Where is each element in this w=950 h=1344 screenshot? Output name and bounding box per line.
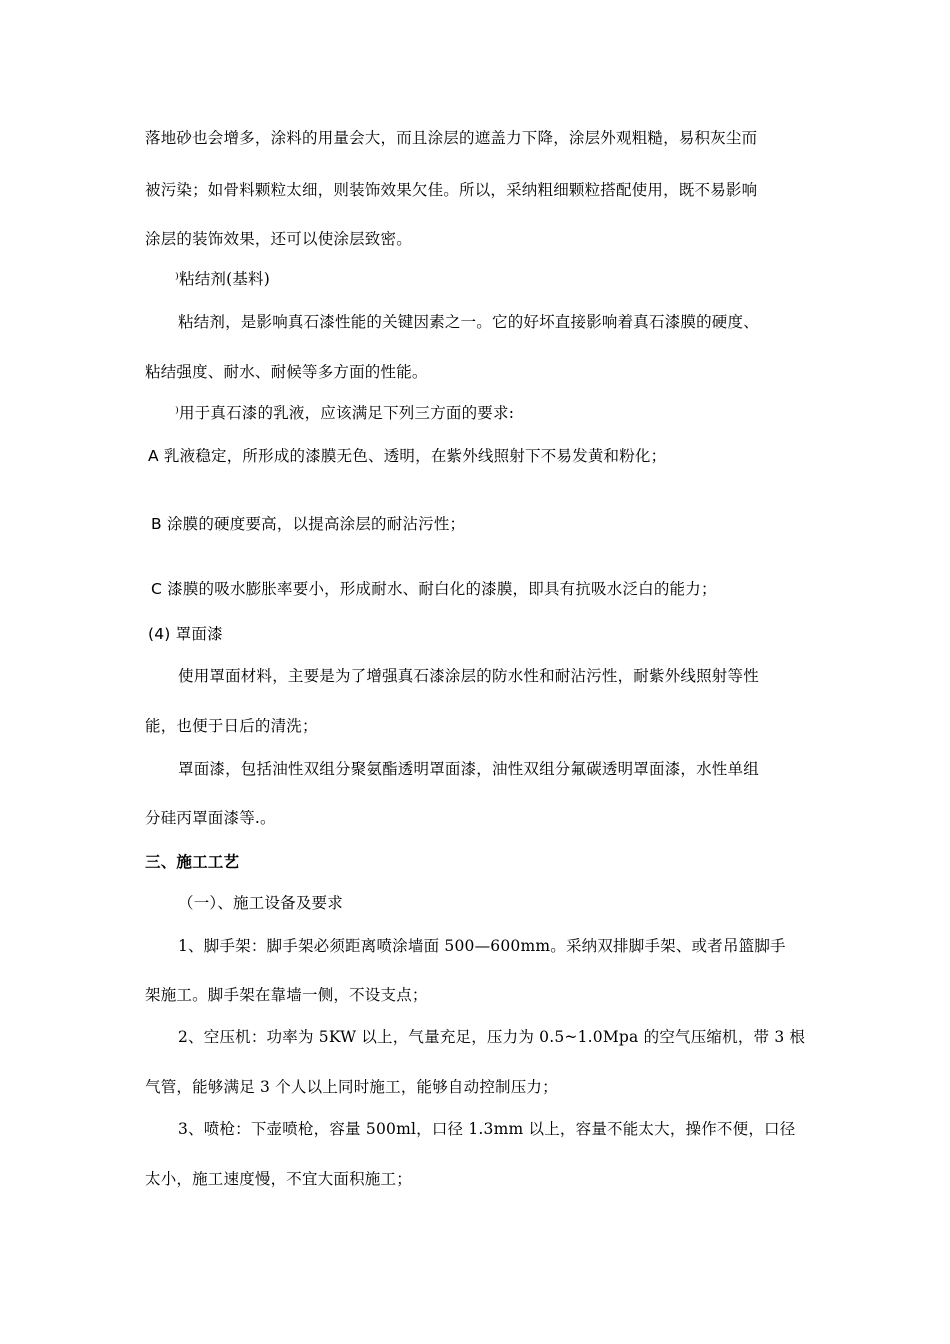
- list-item-a: A 乳液稳定，所形成的漆膜无色、透明，在紫外线照射下不易发黄和粉化；: [148, 447, 667, 465]
- paragraph-line: 2、空压机：功率为 5KW 以上，气量充足，压力为 0.5~1.0Mpa 的空气压缩机，带 3 根: [178, 1028, 806, 1046]
- paragraph-line: 能，也便于日后的清洗；: [145, 717, 318, 735]
- chapter-heading: 三、施工工艺: [145, 852, 240, 871]
- list-item-b: B 涂膜的硬度要高，以提高涂层的耐沾污性；: [151, 515, 466, 533]
- paragraph-line: 粘结剂，是影响真石漆性能的关键因素之一。它的好坏直接影响着真石漆膜的硬度、: [178, 313, 759, 331]
- paragraph-line: 太小，施工速度慢，不宜大面积施工；: [145, 1170, 412, 1188]
- paragraph-line: 分硅丙罩面漆等.。: [145, 809, 276, 827]
- paragraph-line: 架施工。脚手架在靠墙一侧，不设支点；: [145, 986, 428, 1004]
- subsection-heading: （一）、施工设备及要求: [178, 894, 343, 912]
- paragraph-line: 使用罩面材料，主要是为了增强真石漆涂层的防水性和耐沾污性，耐紫外线照射等性: [178, 667, 759, 685]
- paragraph-line: 1、脚手架：脚手架必须距离喷涂墙面 500—600mm。采纳双排脚手架、或者吊篮脚手: [178, 937, 786, 955]
- section-heading-binder: ⁾粘结剂(基料): [175, 270, 271, 288]
- paragraph-line: ⁾用于真石漆的乳液，应该满足下列三方面的要求:: [175, 404, 515, 422]
- paragraph-line: 粘结强度、耐水、耐候等多方面的性能。: [145, 363, 428, 381]
- paragraph-line: 气管，能够满足 3 个人以上同时施工，能够自动控制压力；: [145, 1078, 558, 1096]
- paragraph-line: 涂层的装饰效果，还可以使涂层致密。: [145, 230, 412, 248]
- section-heading-topcoat: (4) 罩面漆: [148, 625, 223, 643]
- list-item-c: C 漆膜的吸水膨胀率要小，形成耐水、耐白化的漆膜，即具有抗吸水泛白的能力；: [151, 580, 717, 598]
- paragraph-line: 3、喷枪：下壶喷枪，容量 500ml，口径 1.3mm 以上，容量不能太大，操作不便，口径: [178, 1120, 796, 1138]
- paragraph-line: 罩面漆，包括油性双组分聚氨酯透明罩面漆，油性双组分氟碳透明罩面漆，水性单组: [178, 760, 759, 778]
- paragraph-line: 落地砂也会增多，涂料的用量会大，而且涂层的遮盖力下降，涂层外观粗糙，易积灰尘而: [145, 129, 758, 147]
- paragraph-line: 被污染；如骨料颗粒太细，则装饰效果欠佳。所以，采纳粗细颗粒搭配使用，既不易影响: [145, 181, 758, 199]
